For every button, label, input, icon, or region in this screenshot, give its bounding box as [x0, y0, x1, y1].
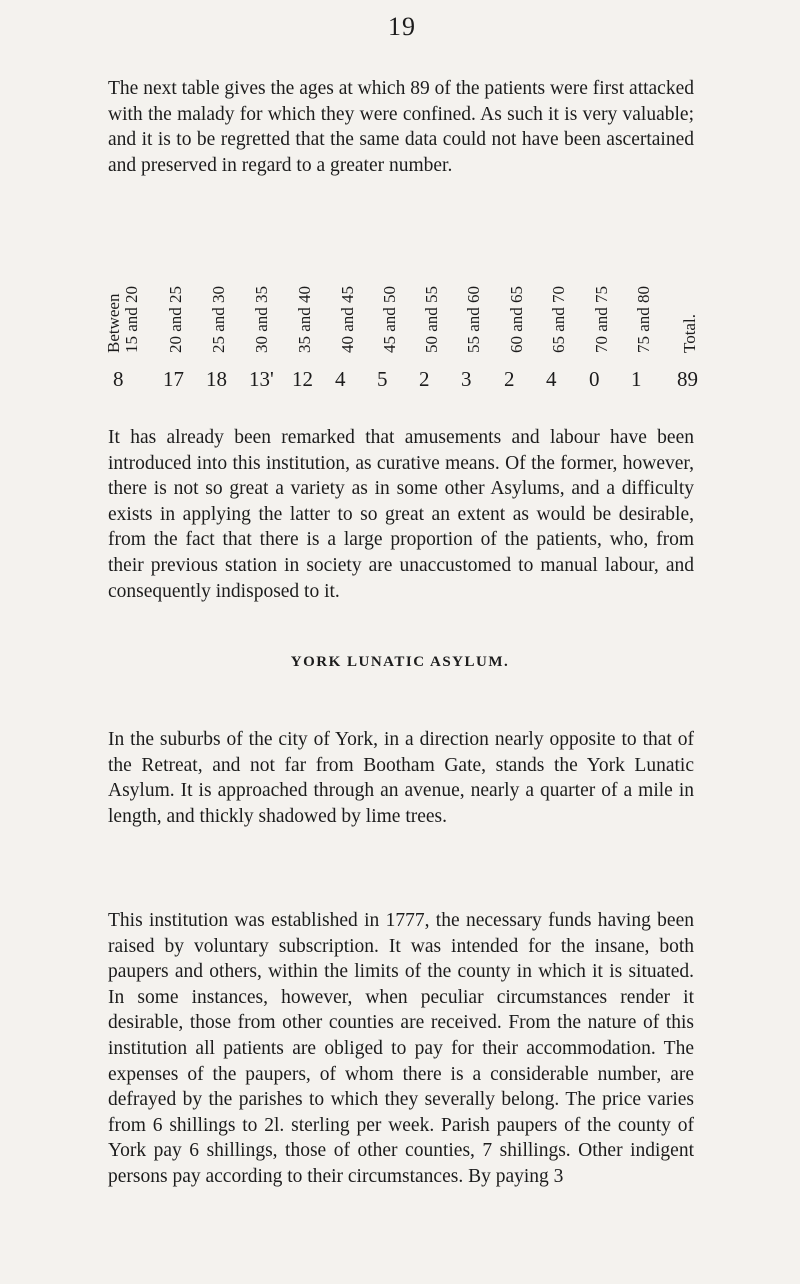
age-count-value: 2	[419, 367, 430, 391]
age-range-label: 45 and 50	[380, 285, 399, 353]
age-range-label: 20 and 25	[166, 285, 185, 353]
age-range-label: 15 and 20	[122, 285, 141, 353]
age-column-header	[163, 175, 203, 355]
age-count-value: 5	[377, 367, 388, 391]
section-heading: YORK LUNATIC ASYLUM.	[290, 654, 510, 670]
age-count-value: 17	[163, 367, 184, 391]
age-range-label: 75 and 80	[634, 285, 653, 353]
age-column-header	[335, 175, 375, 355]
age-column-header	[377, 175, 417, 355]
age-count-value: 4	[546, 367, 557, 391]
age-range-label: 55 and 60	[464, 285, 483, 353]
age-count-value: 12	[292, 367, 313, 391]
age-column-header	[419, 175, 459, 355]
age-range-label: 40 and 45	[338, 285, 357, 353]
age-column-header	[249, 175, 289, 355]
age-column-header	[105, 175, 145, 355]
age-range-label: 60 and 65	[507, 285, 526, 353]
age-range-label: Total.	[680, 314, 699, 353]
paragraph-intro: The next table gives the ages at which 89 of the patients were first attacked with the malady for which they were confined. As such it is very valuable; and it is to be regretted that the same data could not have been ascertained and preserved in regard to a greater number.	[108, 78, 694, 176]
age-column-header	[546, 175, 586, 355]
page-number: 19	[388, 12, 416, 41]
age-count-value: 3	[461, 367, 472, 391]
age-column-header	[504, 175, 544, 355]
age-count-value: 0	[589, 367, 600, 391]
paragraph-established: This institution was established in 1777, the necessary funds having been raised by voluntary subscription. It was intended for the insane, both paupers and others, within the limits of the county in which it is situated. In some instances, however, when peculiar circumstances render it desirable, those from other counties are received. From the nature of this institution all patients are obliged to pay for their accommodation. The expenses of the paupers, of whom there is a considerable number, are defrayed by the parishes to which they severally belong. The price varies from 6 shillings to 2l. sterling per week. Parish paupers of the county of York pay 6 shillings, those of other counties, 7 shillings. Other indigent persons pay according to their circumstances. By paying 3	[108, 910, 694, 1187]
age-count-value: 4	[335, 367, 346, 391]
age-column-header	[677, 175, 717, 355]
age-count-value: 89	[677, 367, 698, 391]
age-count-value: 2	[504, 367, 515, 391]
age-count-value: 13'	[249, 367, 274, 391]
age-range-label: 70 and 75	[592, 285, 611, 353]
paragraph-suburbs: In the suburbs of the city of York, in a direction nearly opposite to that of the Retreat, and not far from Bootham Gate, stands the York Lunatic Asylum. It is approached through an avenue, nearly a quarter of a mile in length, and thickly shadowed by lime trees.	[108, 729, 694, 827]
age-column-header	[206, 175, 246, 355]
age-count-value: 8	[113, 367, 124, 391]
age-column-header	[461, 175, 501, 355]
age-range-label: 30 and 35	[252, 285, 271, 353]
age-range-label: 35 and 40	[295, 285, 314, 353]
age-range-label: 25 and 30	[209, 285, 228, 353]
age-range-label: 65 and 70	[549, 285, 568, 353]
age-table	[105, 175, 700, 397]
age-range-label: 50 and 55	[422, 285, 441, 353]
paragraph-amusements: It has already been remarked that amusements and labour have been introduced into this institution, as curative means. Of the former, however, there is not so great a variety as in some other Asylums, and a difficulty exists in applying the latter to so great an extent as would be desirable, from the fact that there is a large proportion of the patients, who, from their previous station in society are unaccustomed to manual labour, and consequently indisposed to it.	[108, 427, 694, 602]
age-column-header	[589, 175, 629, 355]
age-column-header	[631, 175, 671, 355]
age-count-value: 18	[206, 367, 227, 391]
age-range-label: Between	[104, 293, 123, 353]
age-column-header	[292, 175, 332, 355]
age-count-value: 1	[631, 367, 642, 391]
